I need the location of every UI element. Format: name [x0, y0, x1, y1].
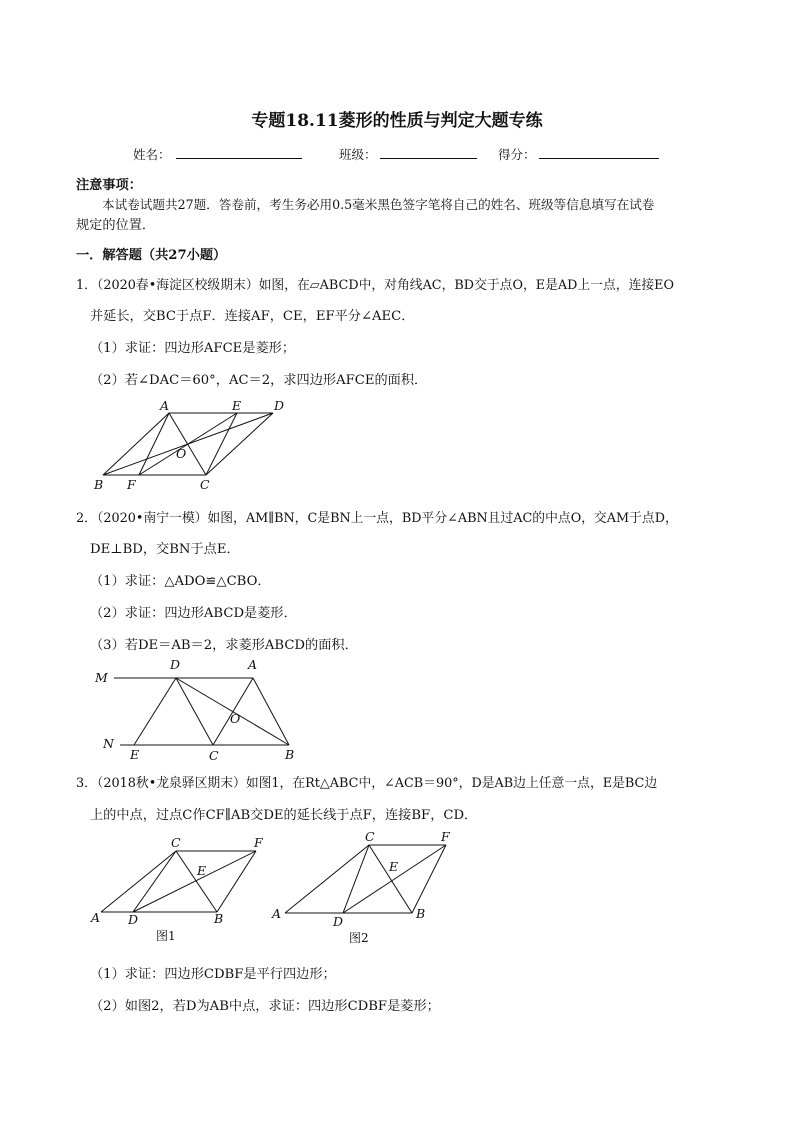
q3f1-label-e: E: [197, 863, 207, 878]
notice-line1: 本试卷试题共27题．答卷前，考生务必用0.5毫米黑色签字笔将自己的姓名、班级等信息填写在试卷: [102, 197, 655, 212]
q3-stem-line1: 3．（2018秋•龙泉驿区期末）如图1，在Rt△ABC中，∠ACB＝90°，D是AB边上任意一点，E是BC边: [76, 776, 658, 791]
q1-label-f: F: [127, 477, 136, 492]
q3-part-1: （1）求证：四边形CDBF是平行四边形；: [90, 967, 336, 982]
notice-line2: 规定的位置．: [76, 218, 156, 233]
q1-label-d: D: [274, 398, 285, 413]
q2-label-d: D: [170, 657, 181, 672]
q2-label-e: E: [130, 747, 140, 762]
q1-stem-line1: 1．（2020春•海淀区校级期末）如图，在▱ABCD中，对角线AC，BD交于点O，E是AD上一点，连接EO: [76, 278, 674, 293]
q3f2-caption: 图2: [349, 931, 369, 945]
q3f2-segment-cb: [369, 845, 412, 913]
q3f1-label-d: D: [128, 912, 139, 927]
q2-label-c: C: [209, 748, 219, 763]
name-label: 姓名：: [133, 147, 171, 162]
score-label: 得分：: [498, 147, 536, 162]
q1-label-b: B: [94, 477, 104, 492]
q1-label-e: E: [232, 398, 242, 413]
q1-label-a: A: [160, 398, 170, 413]
q3f1-caption: 图1: [156, 929, 176, 943]
q2-label-a: A: [248, 657, 258, 672]
q2-part-3: （3）若DE＝AB＝2，求菱形ABCD的面积．: [90, 638, 358, 653]
q3f2-label-b: B: [416, 906, 426, 921]
q3f2-label-e: E: [389, 859, 399, 874]
q3f2-label-f: F: [441, 829, 450, 844]
q2-part-1: （1）求证：△ADO≌△CBO．: [90, 574, 271, 589]
q2-label-m: M: [95, 670, 108, 685]
q3f1-label-c: C: [171, 835, 181, 850]
q3f2-segment-df: [343, 845, 446, 913]
q2-label-n: N: [103, 736, 114, 751]
q1-part-1: （1）求证：四边形AFCE是菱形；: [90, 341, 296, 356]
q3f2-label-a: A: [272, 906, 282, 921]
q1-stem-line2: 并延长，交BC于点F．连接AF，CE，EF平分∠AEC．: [90, 309, 415, 324]
q2-part-2: （2）求证：四边形ABCD是菱形．: [90, 606, 297, 621]
q3f1-label-f: F: [254, 835, 263, 850]
q1-label-o: O: [176, 446, 187, 461]
class-label: 班级：: [339, 147, 377, 162]
q2-stem-line2: DE⊥BD，交BN于点E．: [90, 542, 240, 557]
q1-part-2: （2）若∠DAC＝60°，AC＝2，求四边形AFCE的面积．: [90, 373, 428, 388]
q2-label-o: O: [230, 711, 241, 726]
q2-stem-line1: 2．（2020•南宁一模）如图，AM∥BN，C是BN上一点，BD平分∠ABN且过AC的中点O，交AM于点D，: [76, 511, 678, 526]
q3-stem-line2: 上的中点，过点C作CF∥AB交DE的延长线于点F，连接BF，CD．: [90, 808, 478, 823]
q2-label-b: B: [285, 747, 295, 762]
q1-label-c: C: [200, 477, 210, 492]
page-title: 专题18.11菱形的性质与判定大题专练: [251, 111, 543, 131]
q3f2-label-c: C: [365, 829, 375, 844]
section-heading: 一．解答题（共27小题）: [76, 248, 227, 263]
notice-heading: 注意事项：: [76, 178, 142, 193]
q3-part-2: （2）如图2，若D为AB中点，求证：四边形CDBF是菱形；: [90, 999, 440, 1014]
q3f1-label-a: A: [91, 910, 101, 925]
q3f2-segment-bf: [412, 845, 446, 913]
q3f2-label-d: D: [333, 914, 344, 929]
q3f1-label-b: B: [214, 911, 224, 926]
